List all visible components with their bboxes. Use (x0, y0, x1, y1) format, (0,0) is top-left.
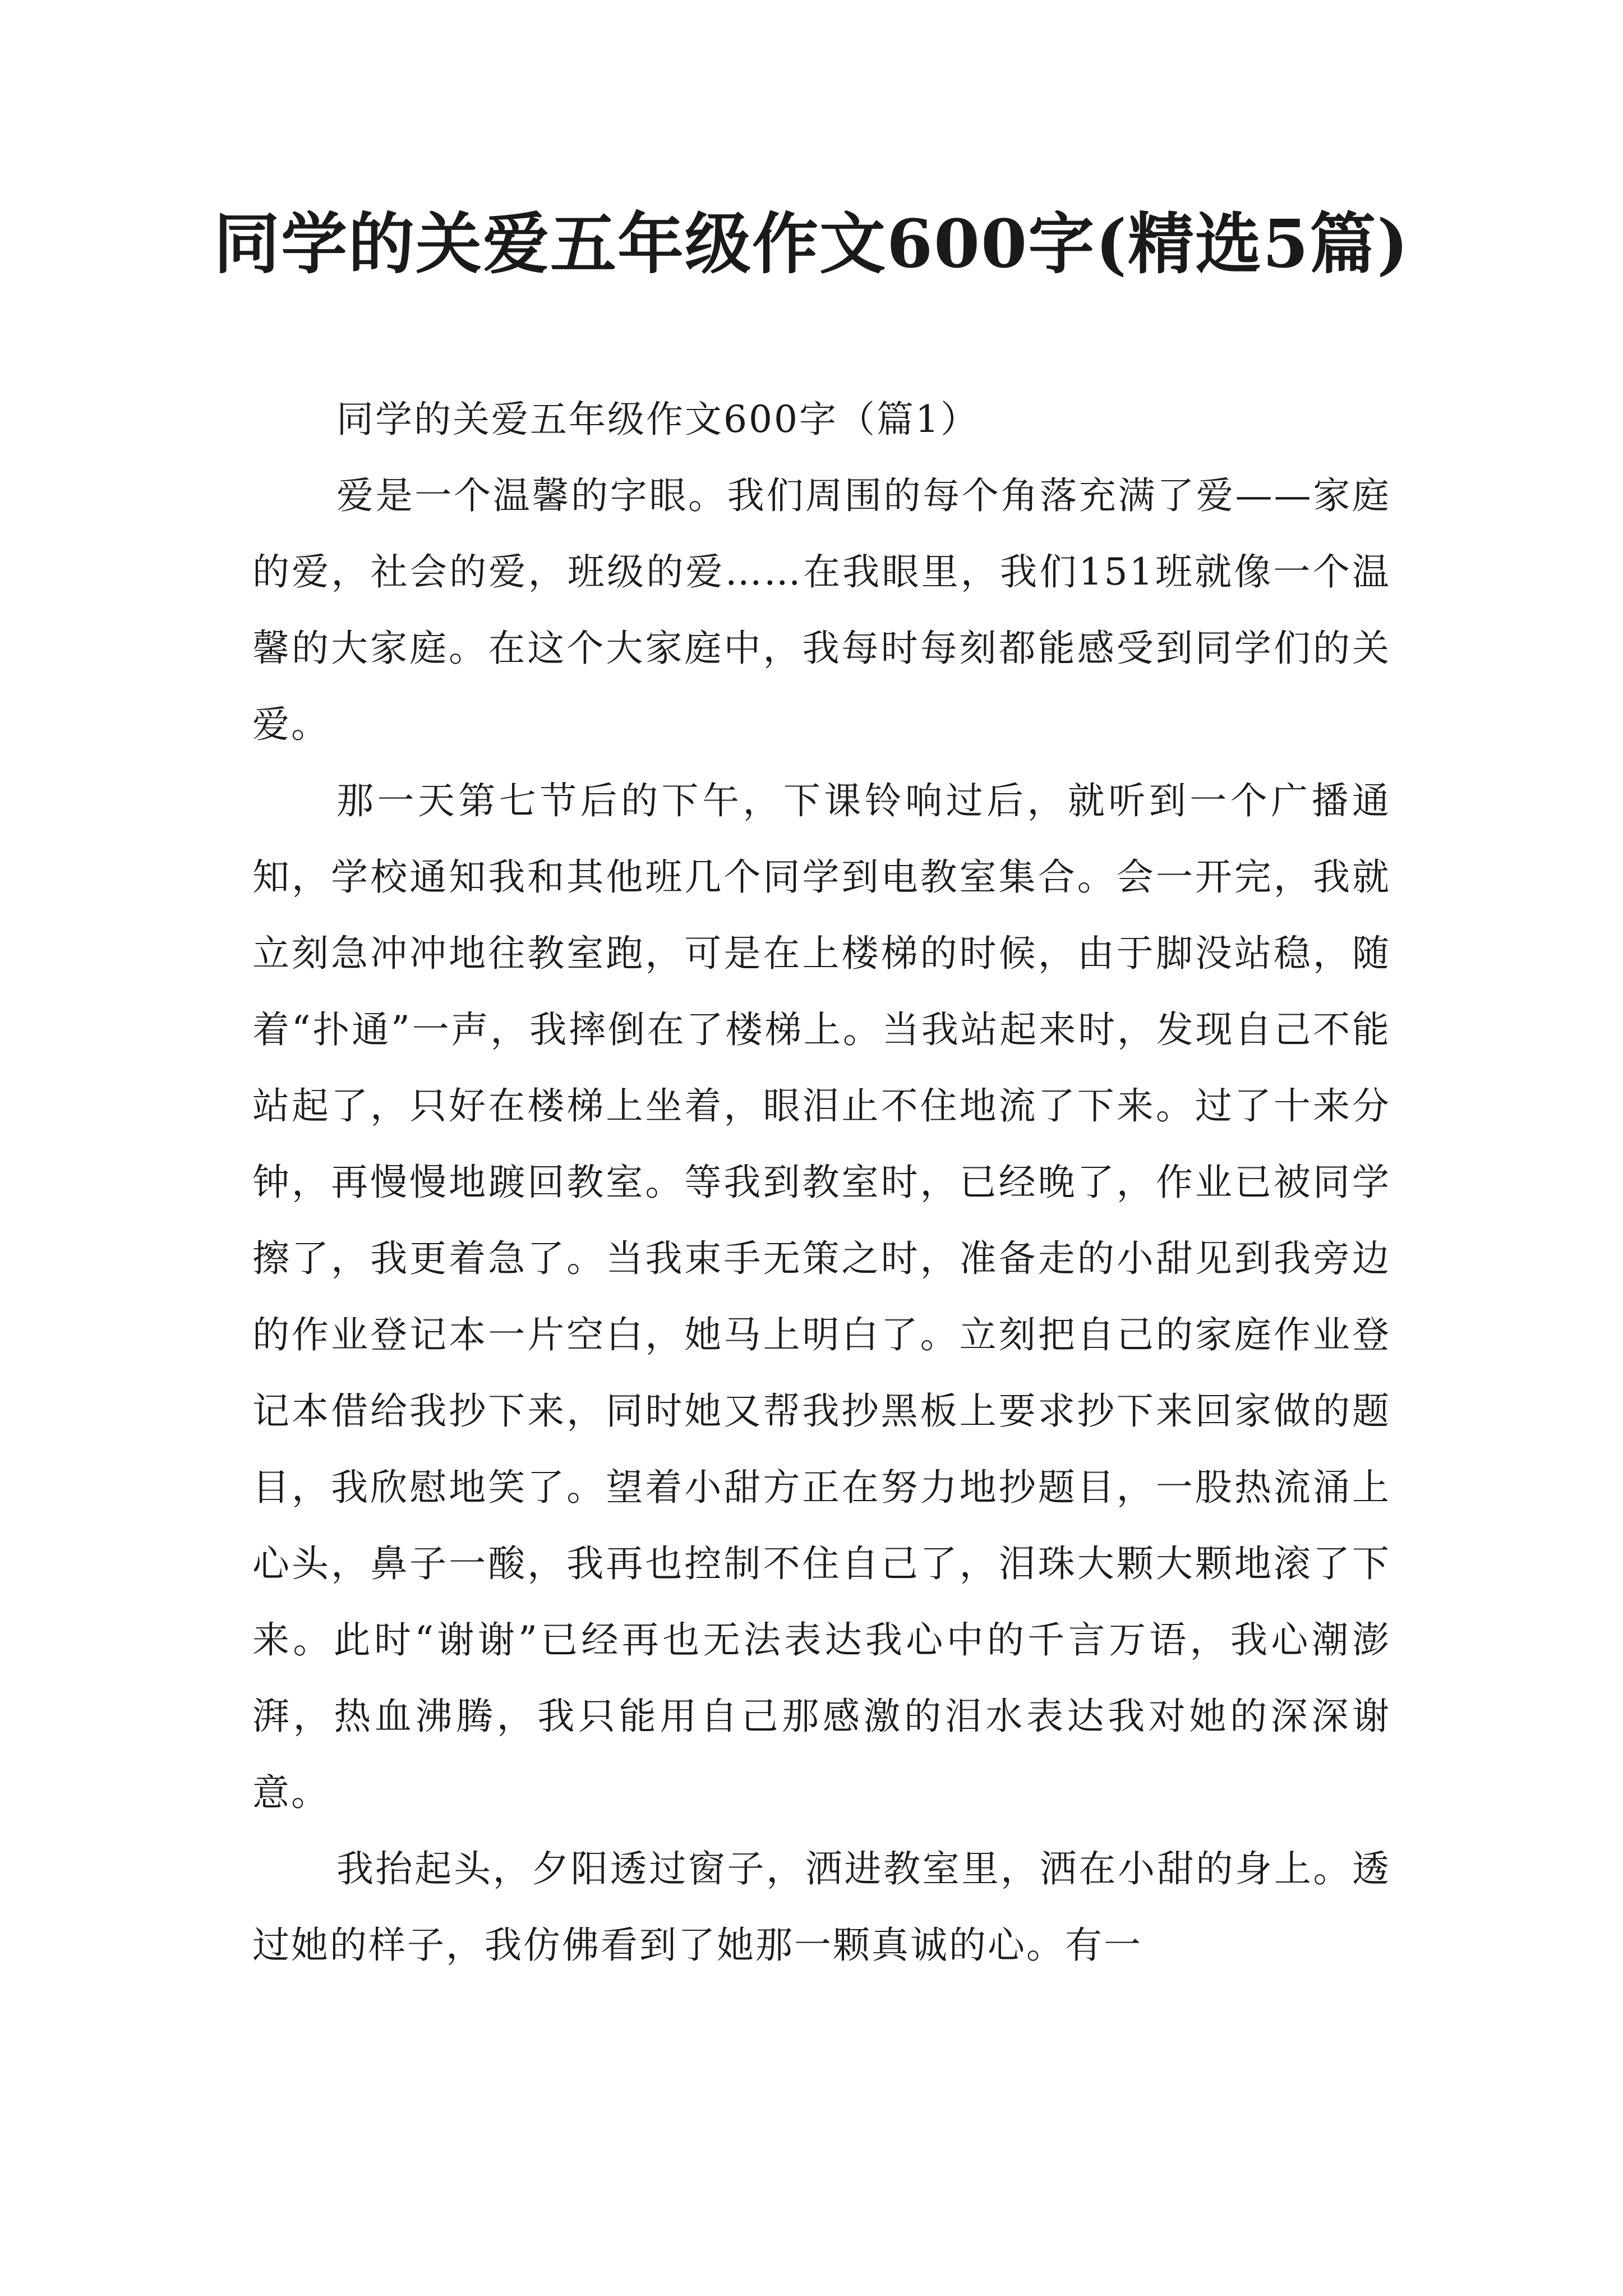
paragraph: 那一天第七节后的下午，下课铃响过后，就听到一个广播通知，学校通知我和其他班几个同学到电教室集合。会一开完，我就立刻急冲冲地往教室跑，可是在上楼梯的时候，由于脚没站稳，随着“扑通”一声，我摔倒在了楼梯上。当我站起来时，发现自己不能站起了，只好在楼梯上坐着，眼泪止不住地流了下来。过了十来分钟，再慢慢地踱回教室。等我到教室时，已经晚了，作业已被同学擦了，我更着急了。当我束手无策之时，准备走的小甜见到我旁边的作业登记本一片空白，她马上明白了。立刻把自己的家庭作业登记本借给我抄下来，同时她又帮我抄黑板上要求抄下来回家做的题目，我欣慰地笑了。望着小甜方正在努力地抄题目，一股热流涌上心头，鼻子一酸，我再也控制不住自己了，泪珠大颗大颗地滚了下来。此时“谢谢”已经再也无法表达我心中的千言万语，我心潮澎湃，热血沸腾，我只能用自己那感激的泪水表达我对她的深深谢意。 (252, 779, 1391, 1814)
document-title: 同学的关爱五年级作文600字(精选5篇) (213, 205, 1410, 283)
paragraph: 爱是一个温馨的字眼。我们周围的每个角落充满了爱——家庭的爱，社会的爱，班级的爱……在我眼里，我们151班就像一个温馨的大家庭。在这个大家庭中，我每时每刻都能感受到同学们的关爱。 (252, 474, 1391, 746)
section-heading: 同学的关爱五年级作文600字（篇1） (336, 398, 979, 441)
paragraph: 我抬起头，夕阳透过窗子，洒进教室里，洒在小甜的身上。透过她的样子，我仿佛看到了她那一颗真诚的心。有一 (252, 1847, 1391, 1967)
document-body (252, 381, 1391, 1984)
